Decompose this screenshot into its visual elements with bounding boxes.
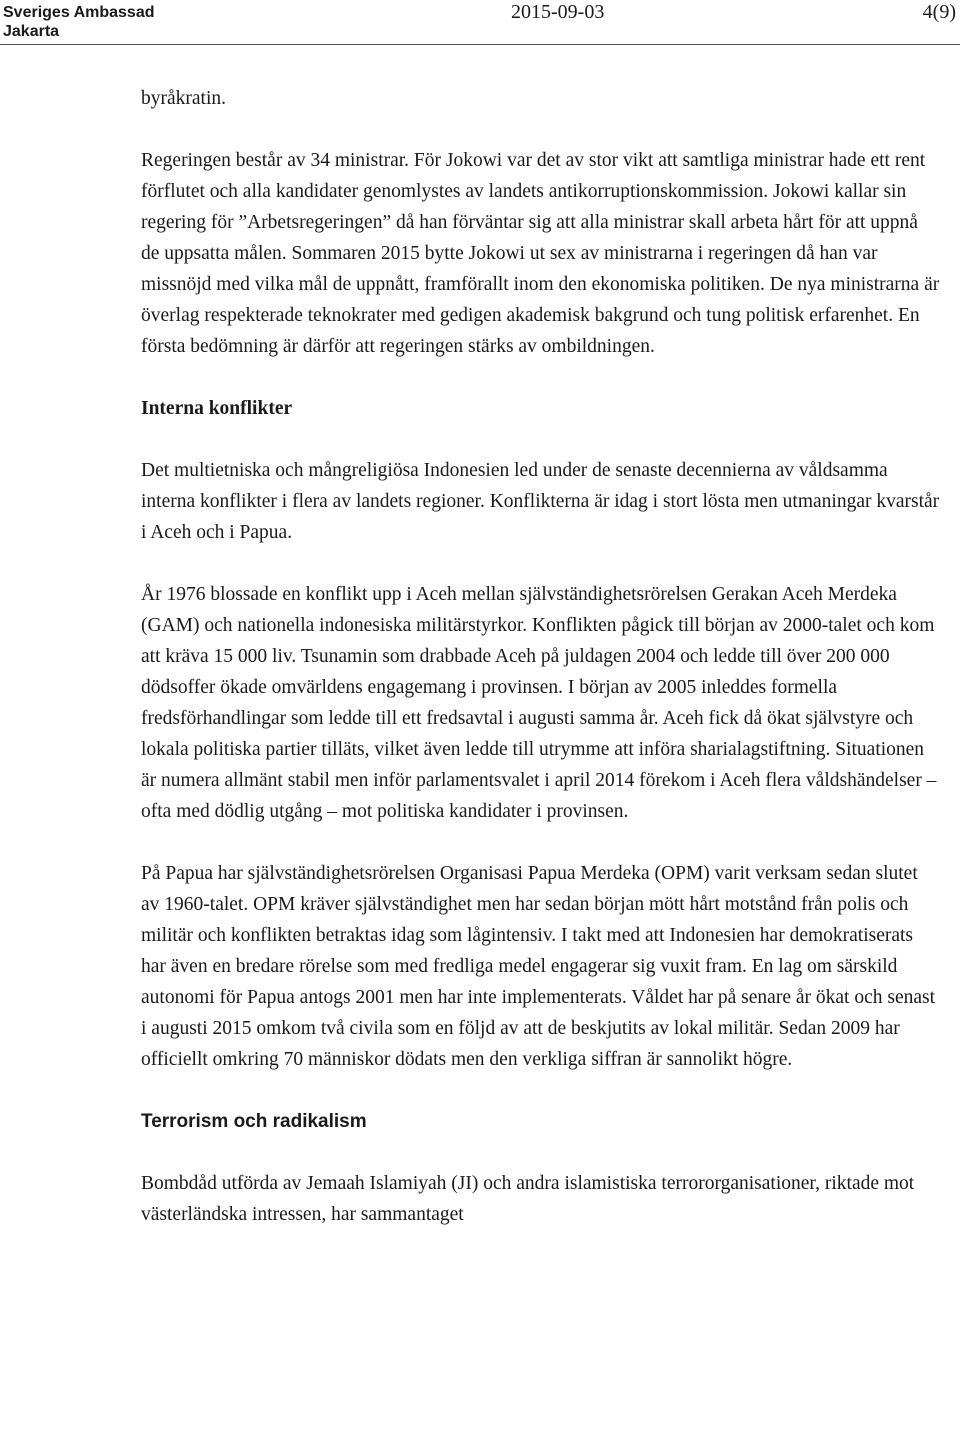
paragraph-continuation: byråkratin. — [141, 88, 227, 109]
paragraph-terrorism: Bombdåd utförda av Jemaah Islamiyah (JI) och andra islamistiska terrororganisationer, riktade mot västerländska intressen, har sammantaget — [141, 1173, 915, 1225]
page-header — [0, 0, 960, 45]
document-body — [141, 83, 941, 1261]
paragraph-conflicts-intro: Det multietniska och mångreligiösa Indonesien led under de senaste decennierna av våldsamma interna konflikter i flera av landets regioner. Konflikterna är idag i stort lösta men utmaningar kvarstår i Aceh och i Papua. — [141, 460, 940, 543]
page-number: 4(9) — [922, 1, 956, 23]
org-location: Jakarta — [3, 23, 60, 40]
sender-organization — [3, 3, 154, 41]
paragraph-government: Regeringen består av 34 ministrar. För Jokowi var det av stor vikt att samtliga ministrar hade ett rent förflutet och alla kandidater genomlystes av landets antikorruptionskommission. Jokowi kallar sin regering för ”Arbetsregeringen” då han förväntar sig att alla ministrar skall arbeta hårt för att uppnå de uppsatta målen. Sommaren 2015 bytte Jokowi ut sex av ministrarna i regeringen då han var missnöjd med vilka mål de uppnått, framförallt inom den ekonomiska politiken. De nya ministrarna är överlag respekterade teknokrater med gedigen akademisk bakgrund och tung politisk erfarenhet. En första bedömning är därför att regeringen stärks av ombildningen. — [141, 150, 940, 357]
section-heading-internal-conflicts: Interna konflikter — [141, 398, 293, 419]
paragraph-papua: På Papua har självständighetsrörelsen Organisasi Papua Merdeka (OPM) varit verksam sedan slutet av 1960-talet. OPM kräver självständighet men har sedan början mött hårt motstånd från polis och militär och konflikten betraktas idag som lågintensiv. I takt med att Indonesien har demokratiserats har även en bredare rörelse som med fredliga medel engagerar sig vuxit fram. En lag om särskild autonomi för Papua antogs 2001 men har inte implementerats. Våldet har på senare år ökat och senast i augusti 2015 omkom två civila som en följd av att de beskjutits av lokal militär. Sedan 2009 har officiellt omkring 70 människor dödats men den verkliga siffran är sannolikt högre. — [141, 863, 936, 1070]
paragraph-aceh: År 1976 blossade en konflikt upp i Aceh mellan självständighetsrörelsen Gerakan Aceh Merdeka (GAM) och nationella indonesiska militärstyrkor. Konflikten pågick till början av 2000-talet och kom att kräva 15 000 liv. Tsunamin som drabbade Aceh på juldagen 2004 och ledde till över 200 000 dödsoffer ökade omvärldens engagemang i provinsen. I början av 2005 inleddes formella fredsförhandlingar som ledde till ett fredsavtal i augusti samma år. Aceh fick då ökat självstyre och lokala politiska partier tilläts, vilket även ledde till utrymme att införa sharialagstiftning. Situationen är numera allmänt stabil men inför parlamentsvalet i april 2014 förekom i Aceh flera våldshändelser – ofta med dödlig utgång – mot politiska kandidater i provinsen. — [141, 584, 937, 822]
org-name: Sveriges Ambassad — [3, 4, 155, 21]
section-heading-terrorism: Terrorism och radikalism — [141, 1111, 367, 1132]
document-date: 2015-09-03 — [511, 1, 605, 23]
